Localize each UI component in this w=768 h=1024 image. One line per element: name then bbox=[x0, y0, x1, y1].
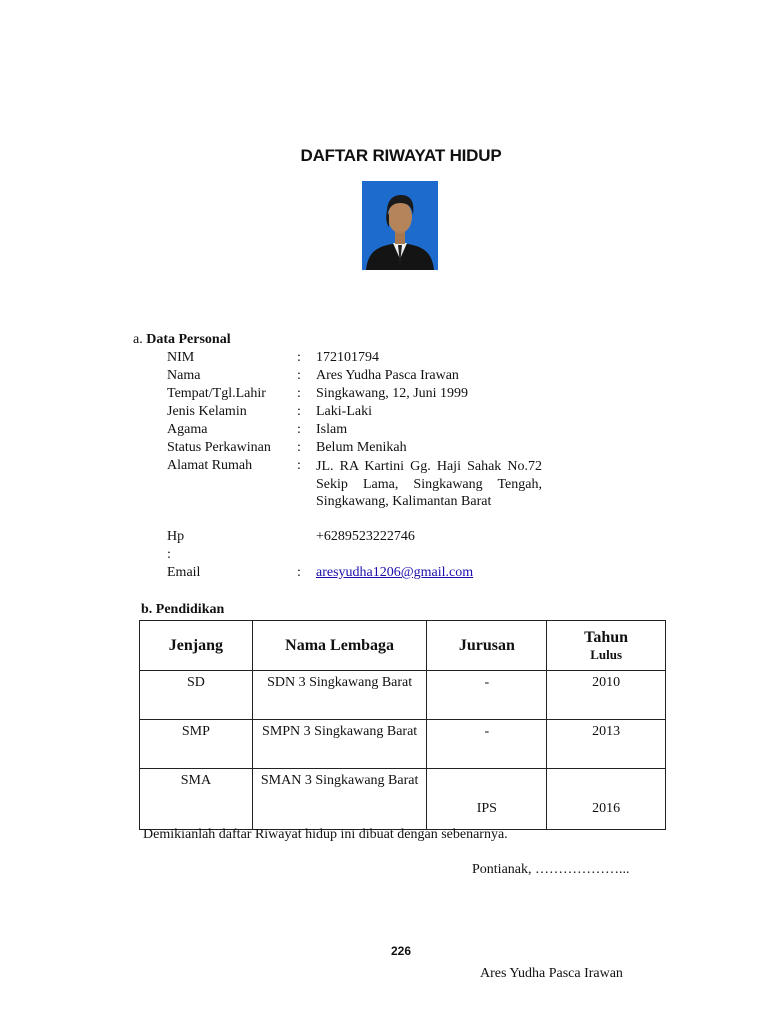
header-jenjang: Jenjang bbox=[140, 621, 253, 671]
field-label: NIM bbox=[167, 350, 195, 365]
cell-jurusan: - bbox=[427, 720, 547, 769]
profile-photo bbox=[362, 181, 438, 270]
section-a-marker: a. bbox=[133, 332, 143, 347]
field-value: Islam bbox=[316, 422, 348, 437]
table-row bbox=[140, 769, 666, 830]
email-link[interactable]: aresyudha1206@gmail.com bbox=[316, 565, 474, 580]
header-nama-lembaga: Nama Lembaga bbox=[252, 621, 427, 671]
signer-name: Ares Yudha Pasca Irawan bbox=[480, 966, 623, 981]
section-a-heading bbox=[133, 332, 231, 348]
field-value: Singkawang, 12, Juni 1999 bbox=[316, 386, 469, 401]
field-colon: : bbox=[297, 350, 301, 365]
cell-lembaga: SDN 3 Singkawang Barat bbox=[252, 671, 427, 720]
cell-jurusan: IPS bbox=[427, 769, 547, 830]
field-colon: : bbox=[297, 386, 301, 401]
place-date: Pontianak, ………………... bbox=[472, 862, 630, 877]
table-row bbox=[140, 720, 666, 769]
field-value: +6289523222746 bbox=[316, 529, 415, 544]
cell-tahun: 2010 bbox=[547, 671, 666, 720]
header-lulus: Lulus bbox=[590, 646, 623, 662]
field-label: Email bbox=[167, 565, 201, 580]
header-tahun: Tahun bbox=[584, 628, 629, 646]
table-row bbox=[140, 671, 666, 720]
cell-tahun: 2016 bbox=[547, 769, 666, 830]
cell-lembaga: SMPN 3 Singkawang Barat bbox=[252, 720, 427, 769]
field-value: Laki-Laki bbox=[316, 404, 372, 419]
field-colon: : bbox=[297, 565, 301, 580]
field-label: Tempat/Tgl.Lahir bbox=[167, 386, 266, 401]
document-title: DAFTAR RIWAYAT HIDUP bbox=[300, 146, 502, 165]
field-colon: : bbox=[297, 458, 301, 473]
field-colon: : bbox=[297, 404, 301, 419]
cell-jenjang: SMA bbox=[140, 769, 253, 830]
cell-jenjang: SD bbox=[140, 671, 253, 720]
closing-statement: Demikianlah daftar Riwayat hidup ini dibuat dengan sebenarnya. bbox=[143, 827, 508, 842]
field-label: Status Perkawinan bbox=[167, 440, 271, 455]
education-table bbox=[139, 620, 666, 830]
field-label: Hp bbox=[167, 529, 185, 544]
section-b-heading: b. Pendidikan bbox=[141, 602, 225, 617]
field-colon: : bbox=[297, 368, 301, 383]
section-a-title: Data Personal bbox=[146, 332, 231, 347]
cell-lembaga: SMAN 3 Singkawang Barat bbox=[252, 769, 427, 830]
cell-tahun: 2013 bbox=[547, 720, 666, 769]
field-value: Belum Menikah bbox=[316, 440, 407, 455]
field-label: Nama bbox=[167, 368, 201, 383]
field-colon: : bbox=[297, 422, 301, 437]
cell-jenjang: SMP bbox=[140, 720, 253, 769]
field-colon: : bbox=[297, 440, 301, 455]
cell-jurusan: - bbox=[427, 671, 547, 720]
header-jurusan: Jurusan bbox=[427, 621, 547, 671]
field-value: Ares Yudha Pasca Irawan bbox=[316, 368, 459, 383]
page-number: 226 bbox=[390, 944, 412, 958]
field-colon: : bbox=[167, 547, 171, 562]
field-label: Agama bbox=[167, 422, 208, 437]
table-header-row bbox=[140, 621, 666, 671]
field-value: 172101794 bbox=[316, 350, 379, 365]
header-tahun-lulus bbox=[547, 621, 666, 671]
address-value: JL. RA Kartini Gg. Haji Sahak No.72 Sekip Lama, Singkawang Tengah, Singkawang, Kalimantan Barat bbox=[316, 459, 542, 509]
field-label: Jenis Kelamin bbox=[167, 404, 247, 419]
field-label: Alamat Rumah bbox=[167, 458, 253, 473]
